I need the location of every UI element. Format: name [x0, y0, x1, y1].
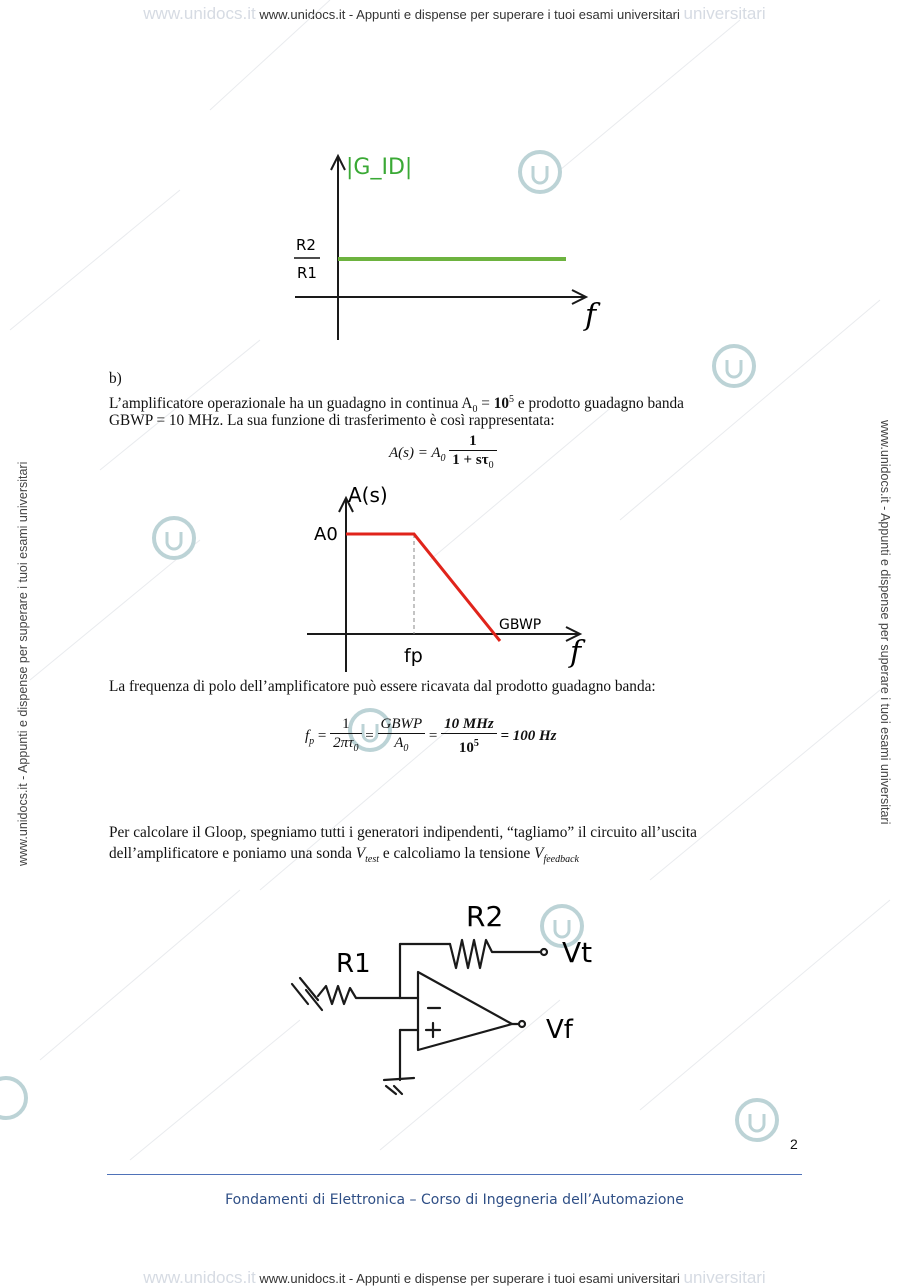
frequency-axis-label-2: f	[570, 635, 582, 670]
vt-probe-terminal	[541, 949, 547, 955]
a0-level-label: A0	[314, 524, 338, 545]
vf-label: Vf	[546, 1015, 573, 1045]
section-b-line2: GBWP = 10 MHz. La sua funzione di trasferimento è così rappresentata:	[109, 412, 555, 429]
side-watermark-right: www.unidocs.it - Appunti e dispense per superare i tuoi esami universitari	[878, 420, 892, 825]
vt-label: Vt	[562, 936, 593, 969]
watermark-suffix-faint-bottom: universitari	[683, 1268, 766, 1287]
gain-axis-label: |G_ID|	[346, 155, 413, 180]
gloop-paragraph-line1: Per calcolare il Gloop, spegniamo tutti i generatori indipendenti, “tagliamo” il circuito all’uscita	[109, 824, 697, 841]
gain-level-numerator: R2	[296, 236, 316, 254]
footer-divider	[107, 1174, 802, 1175]
watermark-suffix-faint: universitari	[683, 4, 766, 23]
side-watermark-left: www.unidocs.it - Appunti e dispense per superare i tuoi esami universitari	[16, 461, 30, 866]
watermark-site-faint-bottom: www.unidocs.it	[143, 1268, 256, 1287]
pole-frequency-equation: $f_p$ = $\frac{1}{2\pi\tau_0}$ = $\frac{\text{GBWP}}{A_0}$ = $\frac{\text{10 MHz}}{10^5}$ = 100 Hz	[305, 716, 557, 756]
resistor-r1	[318, 986, 400, 1004]
gloop-paragraph-line2: dell’amplificatore e poniamo una sonda $V_{test}$ e calcoliamo la tensione $V_{feedback}$	[109, 845, 579, 866]
vf-output-terminal	[519, 1021, 525, 1027]
gbwp-label: GBWP	[499, 617, 542, 633]
watermark-text: www.unidocs.it - Appunti e dispense per superare i tuoi esami universitari	[259, 7, 680, 22]
gain-level-denominator: R1	[297, 264, 317, 282]
r1-label: R1	[336, 949, 371, 979]
watermark-site-faint: www.unidocs.it	[143, 4, 256, 23]
page-number: 2	[790, 1136, 798, 1152]
resistor-r2	[450, 940, 540, 968]
page-footer: Fondamenti di Elettronica – Corso di Ingegneria dell’Automazione	[225, 1192, 684, 1208]
pole-paragraph: La frequenza di polo dell’amplificatore può essere ricavata dal prodotto guadagno banda:	[109, 678, 656, 695]
transfer-function-equation: $A(s) = A_0$ $\frac{1}{1 + s\tau_0}$	[389, 432, 497, 475]
r2-label: R2	[466, 900, 504, 933]
section-b-label: b)	[109, 370, 122, 387]
frequency-axis-label-1: f	[585, 298, 597, 333]
section-b-line1: L’amplificatore operazionale ha un guadagno in continua $A_0 = 10^5$ e prodotto guadagno banda	[109, 394, 684, 416]
watermark-text-bottom: www.unidocs.it - Appunti e dispense per superare i tuoi esami universitari	[259, 1271, 680, 1286]
pole-frequency-label: fp	[404, 645, 423, 667]
opamp-symbol	[418, 972, 512, 1050]
response-axis-label: A(s)	[348, 483, 388, 507]
